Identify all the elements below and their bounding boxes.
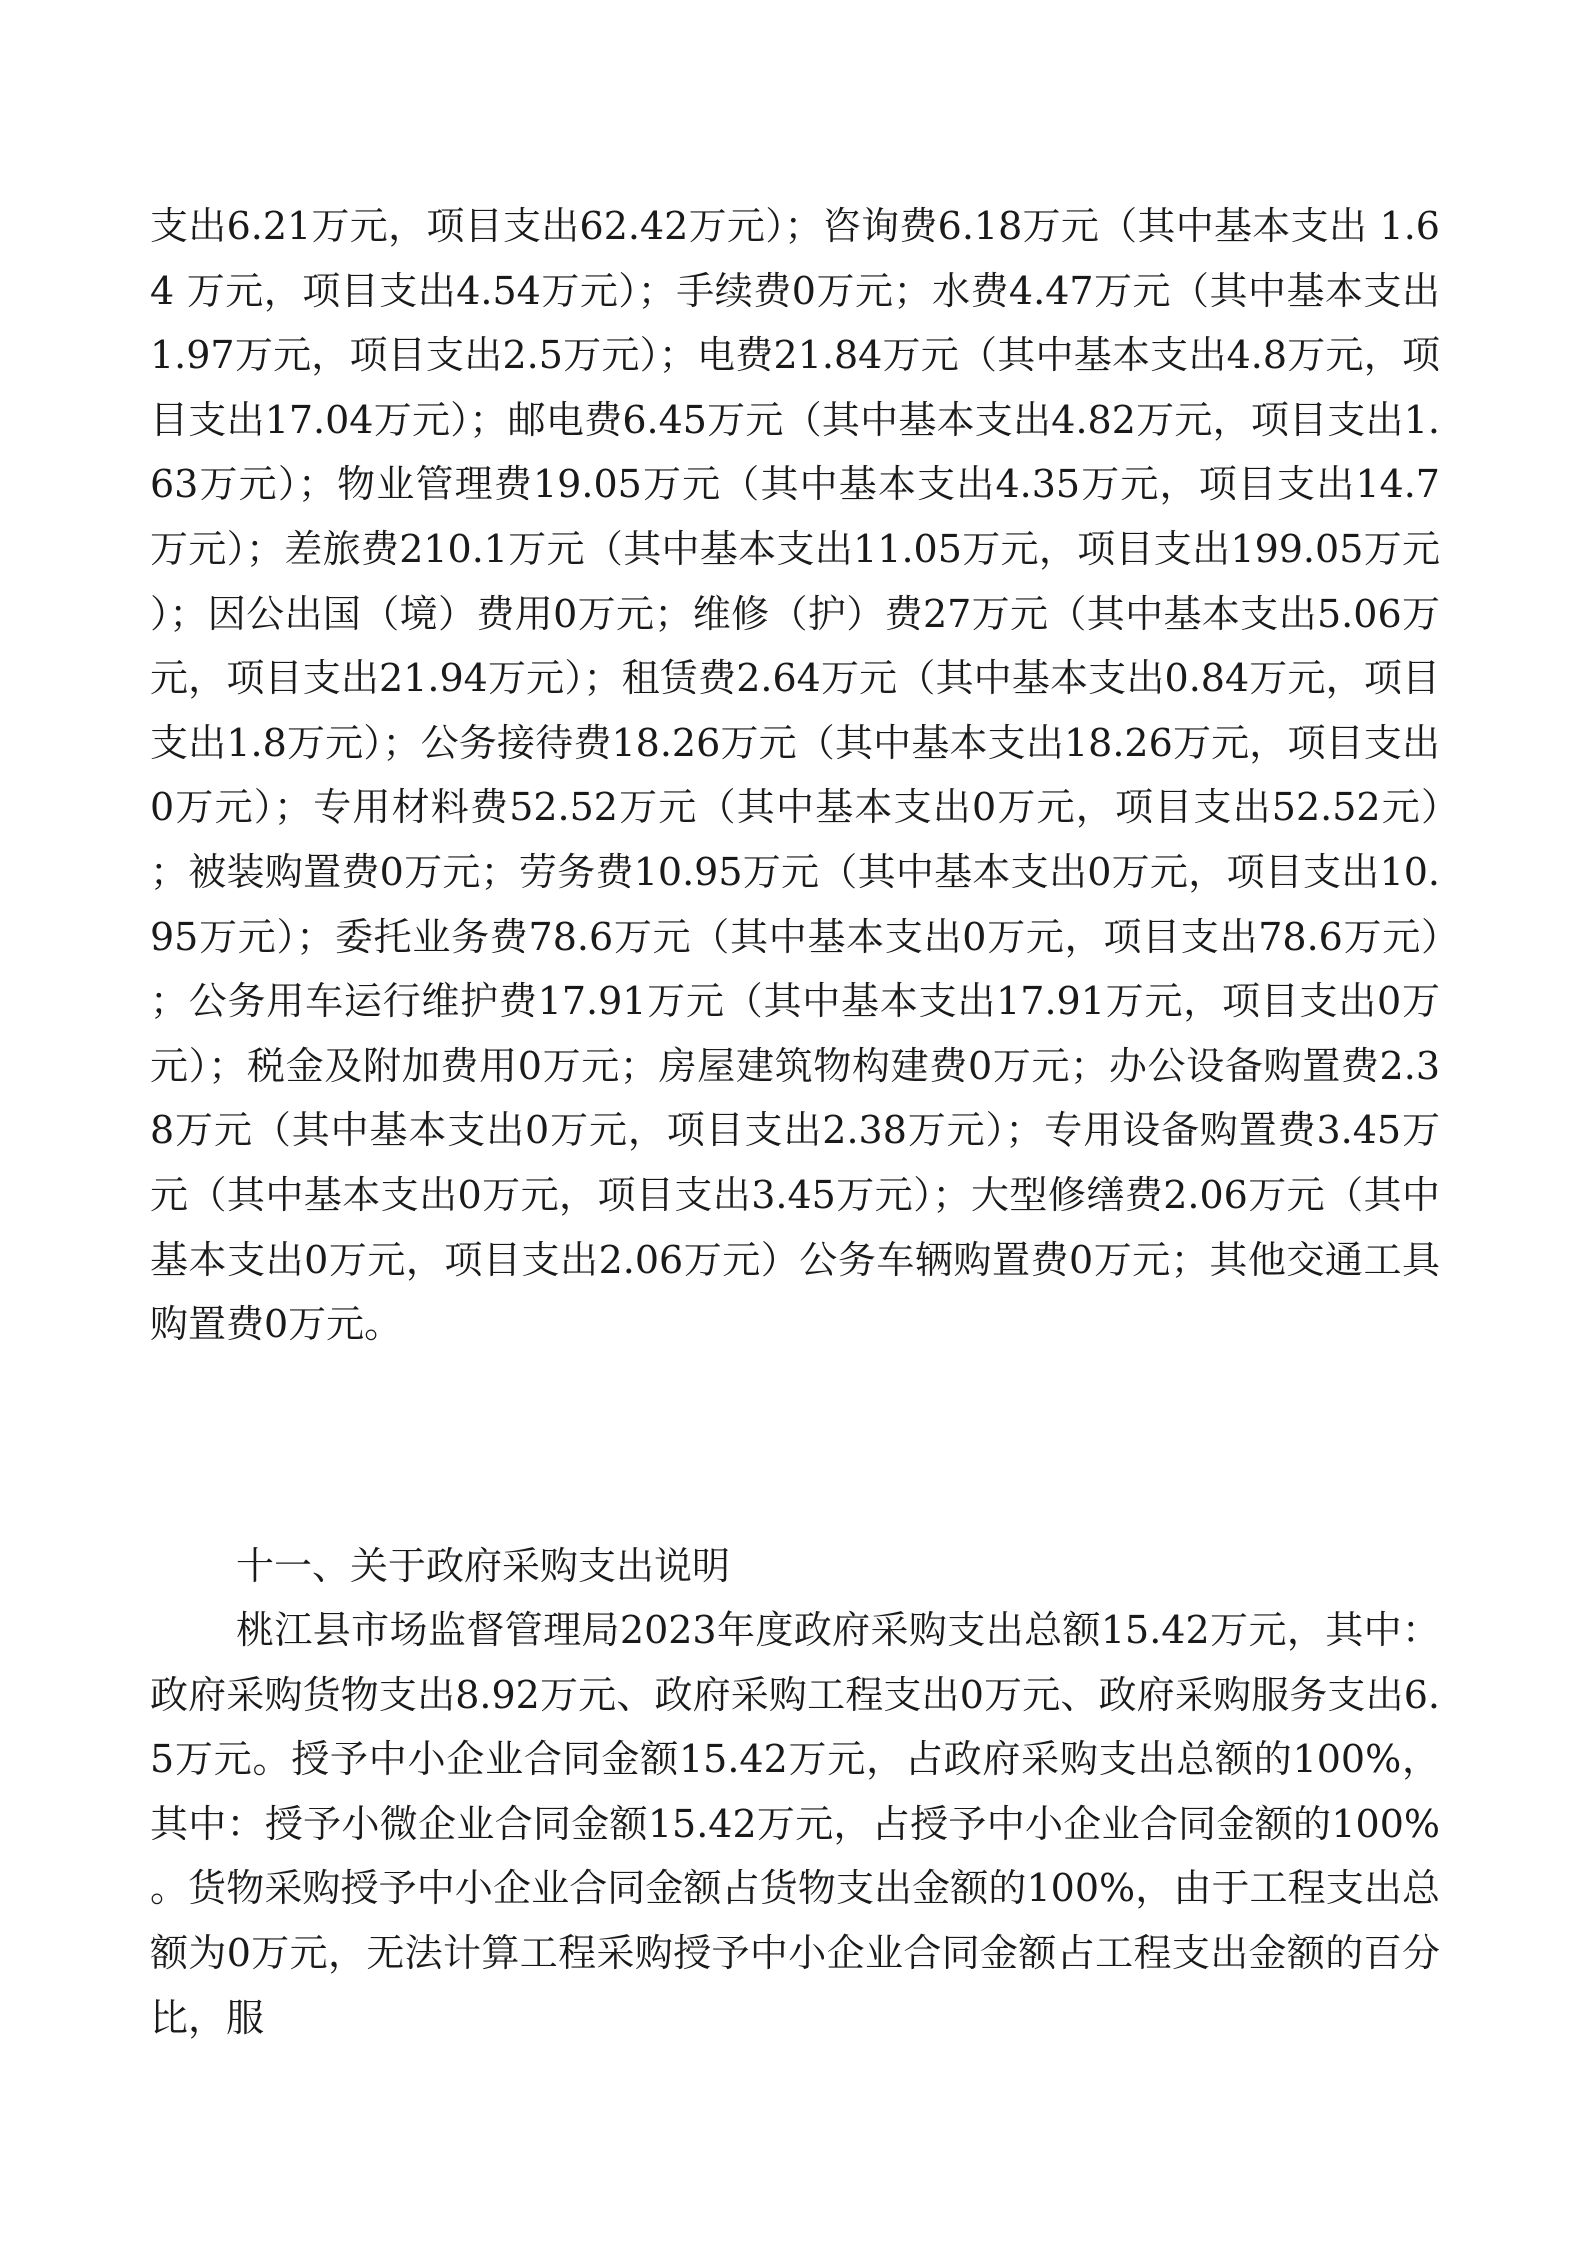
- procurement-description-paragraph: 桃江县市场监督管理局2023年度政府采购支出总额15.42万元，其中：政府采购货物支出8.92万元、政府采购工程支出0万元、政府采购服务支出6.5万元。授予中小企业合同金额15.42万元，占政府采购支出总额的100%，其中：授予小微企业合同金额15.42万元，占授予中小企业合同金额的100%。货物采购授予中小企业合同金额占货物支出金额的100%，由于工程支出总额为0万元，无法计算工程采购授予中小企业合同金额占工程支出金额的百分比，服: [150, 1608, 1440, 2040]
- section-heading-procurement: 十一、关于政府采购支出说明: [236, 1544, 731, 1588]
- expense-details-paragraph: 支出6.21万元，项目支出62.42万元）；咨询费6.18万元（其中基本支出 1.64 万元，项目支出4.54万元）；手续费0万元；水费4.47万元（其中基本支出1.97万元，项目支出2.5万元）；电费21.84万元（其中基本支出4.8万元，项目支出17.04万元）；邮电费6.45万元（其中基本支出4.82万元，项目支出1.63万元）；物业管理费19.05万元（其中基本支出4.35万元，项目支出14.7万元）；差旅费210.1万元（其中基本支出11.05万元，项目支出199.05万元）；因公出国（境）费用0万元；维修（护）费27万元（其中基本支出5.06万元，项目支出21.94万元）；租赁费2.64万元（其中基本支出0.84万元，项目支出1.8万元）；公务接待费18.26万元（其中基本支出18.26万元，项目支出0万元）；专用材料费52.52万元（其中基本支出0万元，项目支出52.52元）；被装购置费0万元；劳务费10.95万元（其中基本支出0万元，项目支出10.95万元）；委托业务费78.6万元（其中基本支出0万元，项目支出78.6万元）；公务用车运行维护费17.91万元（其中基本支出17.91万元，项目支出0万元）；税金及附加费用0万元；房屋建筑物构建费0万元；办公设备购置费2.38万元（其中基本支出0万元，项目支出2.38万元）；专用设备购置费3.45万元（其中基本支出0万元，项目支出3.45万元）；大型修缮费2.06万元（其中基本支出0万元，项目支出2.06万元）公务车辆购置费0万元；其他交通工具购置费0万元。: [150, 204, 1440, 1347]
